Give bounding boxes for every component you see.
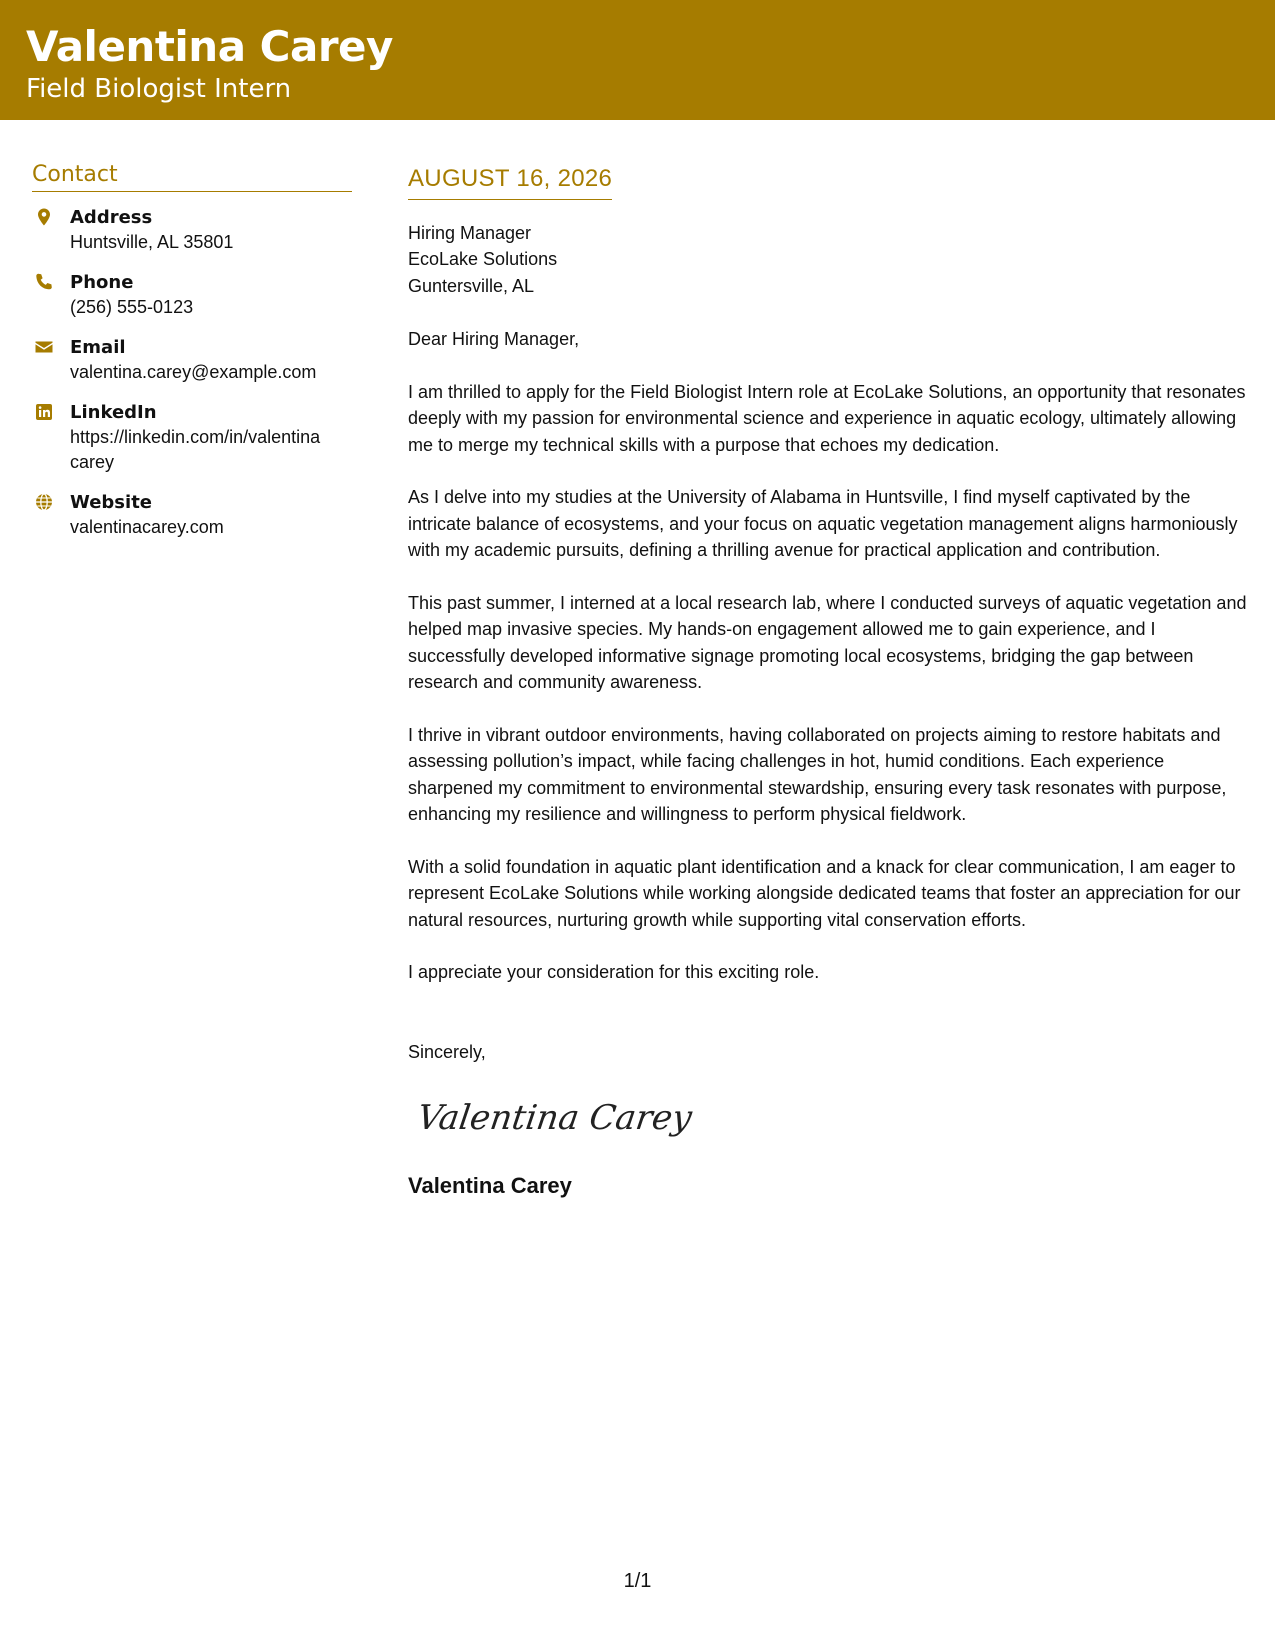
signature-image	[414, 1087, 695, 1147]
letter-paragraph: As I delve into my studies at the University of Alabama in Huntsville, I find myself captivated by the intricate balance of ecosystems, and your focus on aquatic vegetation management aligns harmoniously with my academic pursuits, defining a thrilling avenue for practical application and contribution.	[408, 487, 1238, 560]
letter-paragraph: I am thrilled to apply for the Field Biologist Intern role at EcoLake Solutions, an opportunity that resonates deeply with my passion for environmental science and experience in aquatic ecology, ultimately allowing me to merge my technical skills with a purpose that echoes my dedication.	[408, 381, 1246, 455]
envelope-icon	[34, 337, 54, 357]
salutation: Dear Hiring Manager,	[408, 329, 580, 349]
signer-name: Valentina Carey	[408, 1173, 572, 1198]
recipient-block	[408, 220, 1248, 300]
linkedin-icon	[34, 402, 54, 422]
map-pin-icon	[34, 207, 54, 227]
letter-paragraph: This past summer, I interned at a local research lab, where I conducted surveys of aquatic vegetation and helped map invasive species. My hands-on engagement allowed me to gain experience, and I successfully developed informative signage promoting local ecosystems, bridging the gap between research and community awareness.	[408, 592, 1247, 692]
applicant-title: Field Biologist Intern	[26, 74, 292, 104]
contact-value: Huntsville, AL 35801	[70, 232, 234, 252]
page-number: 1/1	[623, 1570, 652, 1592]
svg-text:Valentina Carey: Valentina Carey	[414, 1098, 695, 1138]
letter-date: AUGUST 16, 2026	[408, 166, 612, 200]
recipient-line: EcoLake Solutions	[408, 249, 558, 269]
contact-sidebar	[32, 162, 352, 556]
email-link[interactable]: valentina.carey@example.com	[70, 362, 317, 382]
linkedin-link[interactable]: https://linkedin.com/in/valentina carey	[70, 427, 321, 472]
contact-item-address	[32, 206, 352, 255]
contact-label: Address	[70, 207, 153, 228]
contact-heading: Contact	[32, 162, 352, 192]
letter-paragraph: I appreciate your consideration for this exciting role.	[408, 962, 820, 982]
contact-item-email[interactable]	[32, 336, 352, 385]
letter-body	[408, 166, 1248, 1200]
recipient-line: Guntersville, AL	[408, 275, 535, 296]
letter-paragraph: I thrive in vibrant outdoor environments, having collaborated on projects aiming to restore habitats and assessing pollution’s impact, while facing challenges in hot, humid conditions. Each experience sharpened my commitment to environmental stewardship, ensuring every task resonates with purpose, enhancing my resilience and willingness to perform physical fieldwork.	[408, 724, 1227, 824]
contact-label: LinkedIn	[70, 402, 157, 423]
phone-icon	[34, 272, 54, 292]
contact-item-linkedin[interactable]	[32, 401, 352, 475]
header-banner	[0, 0, 1275, 120]
contact-item-phone	[32, 271, 352, 320]
closing: Sincerely,	[408, 1041, 486, 1062]
website-link[interactable]: valentinacarey.com	[70, 517, 224, 537]
contact-label: Website	[70, 492, 153, 513]
contact-value: (256) 555-0123	[70, 297, 194, 317]
applicant-name: Valentina Carey	[26, 22, 393, 71]
contact-label: Email	[70, 337, 126, 358]
globe-icon	[34, 492, 54, 512]
contact-label: Phone	[70, 272, 134, 293]
recipient-line: Hiring Manager	[408, 222, 532, 243]
contact-item-website[interactable]	[32, 491, 352, 540]
letter-paragraph: With a solid foundation in aquatic plant identification and a knack for clear communication, I am eager to represent EcoLake Solutions while working alongside dedicated teams that foster an appreciation for our natural resources, nurturing growth while supporting vital conservation efforts.	[408, 856, 1241, 930]
